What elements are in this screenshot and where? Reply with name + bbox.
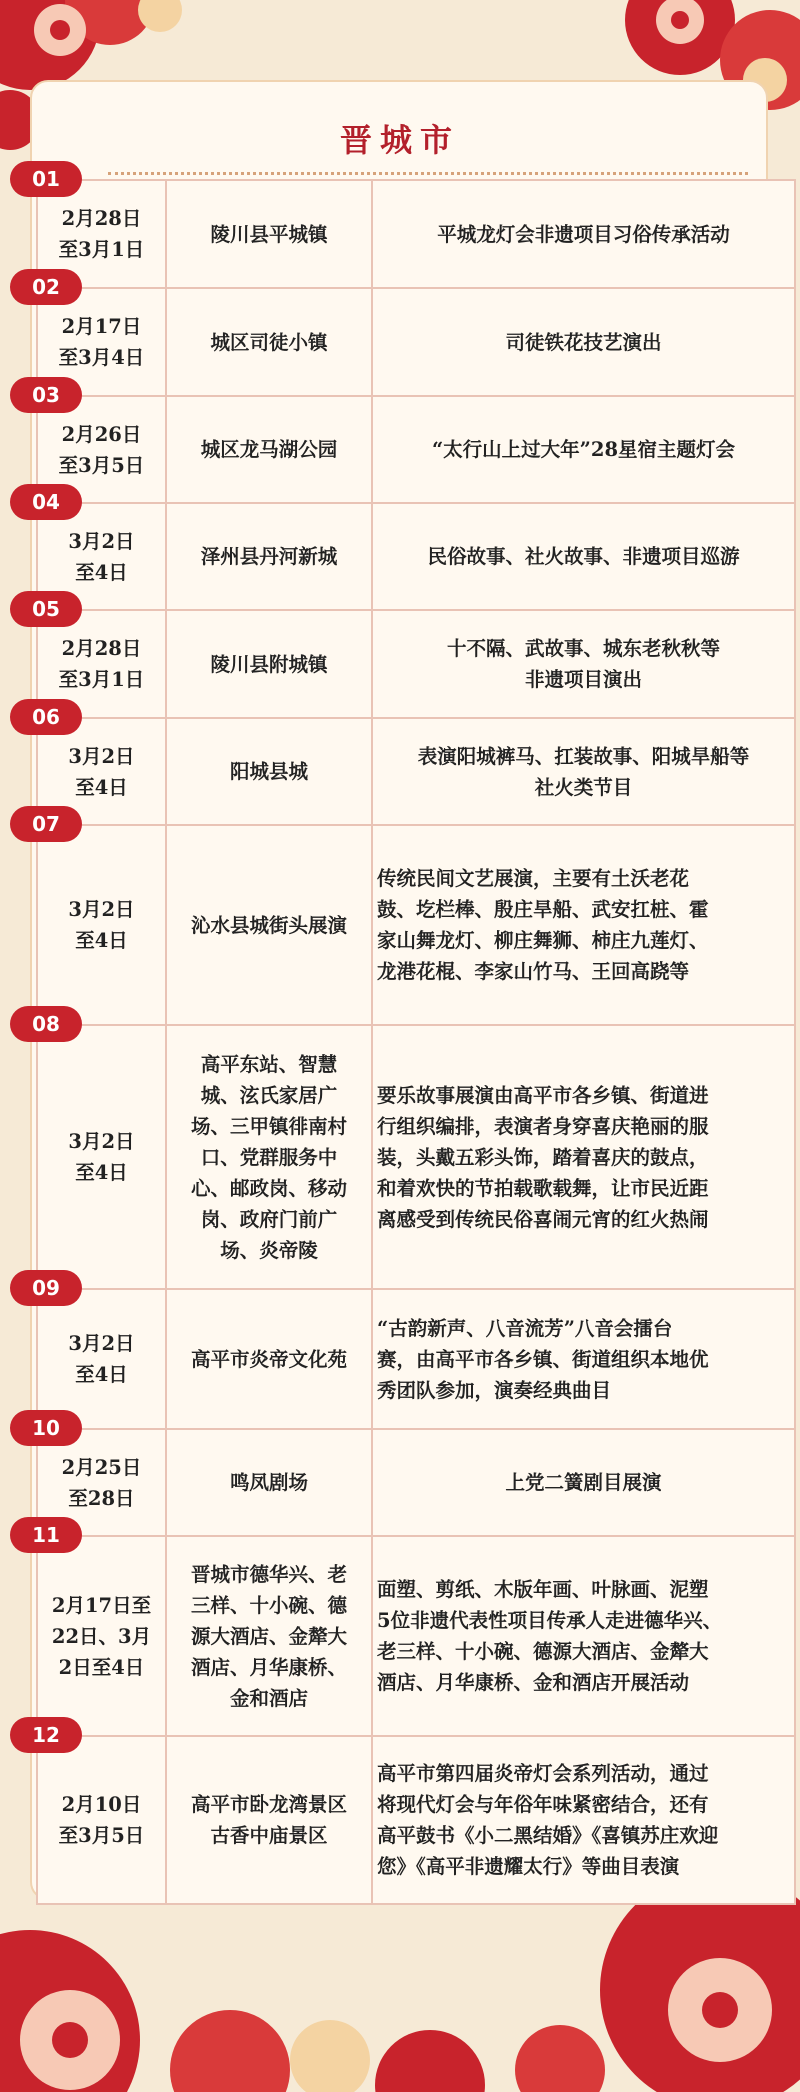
table-row bbox=[37, 396, 795, 503]
date-cell: 2月17日 至3月4日 bbox=[37, 288, 166, 396]
table-row bbox=[37, 825, 795, 1025]
date-cell: 2月10日 至3月5日 bbox=[37, 1736, 166, 1904]
row-number-badge bbox=[10, 269, 82, 305]
venue-cell: 高平东站、智慧 城、泫氏家居广 场、三甲镇徘南村 口、党群服务中 心、邮政岗、移动 岗、政府门前广 场、炎帝陵 bbox=[166, 1025, 372, 1289]
row-number-badge bbox=[10, 161, 82, 197]
date-cell: 2月26日 至3月5日 bbox=[37, 396, 166, 503]
title-divider bbox=[108, 172, 748, 175]
venue-cell: 阳城县城 bbox=[166, 718, 372, 825]
table-row bbox=[37, 1025, 795, 1289]
row-number-badge bbox=[10, 699, 82, 735]
row-number-badge bbox=[10, 1410, 82, 1446]
row-number: 05 bbox=[32, 597, 60, 621]
activity-cell: “古韵新声、八音流芳”八音会擂台 赛，由高平市各乡镇、街道组织本地优 秀团队参加，演奏经典曲目 bbox=[372, 1289, 795, 1429]
row-number-badge bbox=[10, 806, 82, 842]
row-number-badge bbox=[10, 377, 82, 413]
activity-cell: 高平市第四届炎帝灯会系列活动，通过 将现代灯会与年俗年味紧密结合，还有 高平鼓书《小二黑结婚》《喜镇苏庄欢迎 您》《高平非遗耀太行》等曲目表演 bbox=[372, 1736, 795, 1904]
row-number-badge bbox=[10, 1517, 82, 1553]
venue-cell: 晋城市德华兴、老 三样、十小碗、德 源大酒店、金犛大 酒店、月华康桥、 金和酒店 bbox=[166, 1536, 372, 1736]
date-cell: 3月2日 至4日 bbox=[37, 718, 166, 825]
date-cell: 3月2日 至4日 bbox=[37, 503, 166, 610]
row-number: 11 bbox=[32, 1523, 60, 1547]
row-number: 06 bbox=[32, 705, 60, 729]
activity-cell: 上党二簧剧目展演 bbox=[372, 1429, 795, 1536]
table-row bbox=[37, 180, 795, 288]
venue-cell: 陵川县平城镇 bbox=[166, 180, 372, 288]
table-row bbox=[37, 1536, 795, 1736]
venue-cell: 泽州县丹河新城 bbox=[166, 503, 372, 610]
activity-cell: 十不隔、武故事、城东老秋秋等 非遗项目演出 bbox=[372, 610, 795, 718]
row-number: 09 bbox=[32, 1276, 60, 1300]
date-cell: 3月2日 至4日 bbox=[37, 1025, 166, 1289]
venue-cell: 鸣凤剧场 bbox=[166, 1429, 372, 1536]
activity-cell: 传统民间文艺展演，主要有土沃老花 鼓、圪栏棒、殷庄旱船、武安扛桩、霍 家山舞龙灯、柳庄舞狮、柿庄九莲灯、 龙港花棍、李家山竹马、王回高跷等 bbox=[372, 825, 795, 1025]
date-cell: 3月2日 至4日 bbox=[37, 1289, 166, 1429]
row-number-badge bbox=[10, 484, 82, 520]
row-number: 04 bbox=[32, 490, 60, 514]
row-number: 12 bbox=[32, 1723, 60, 1747]
table-row bbox=[37, 610, 795, 718]
table-row bbox=[37, 288, 795, 396]
venue-cell: 沁水县城街头展演 bbox=[166, 825, 372, 1025]
table-row bbox=[37, 1429, 795, 1536]
row-number: 07 bbox=[32, 812, 60, 836]
row-number-badge bbox=[10, 1717, 82, 1753]
row-number-badge bbox=[10, 591, 82, 627]
venue-cell: 陵川县附城镇 bbox=[166, 610, 372, 718]
table-row bbox=[37, 718, 795, 825]
activity-cell: 民俗故事、社火故事、非遗项目巡游 bbox=[372, 503, 795, 610]
activity-cell: 表演阳城裤马、扛装故事、阳城旱船等 社火类节目 bbox=[372, 718, 795, 825]
venue-cell: 高平市卧龙湾景区 古香中庙景区 bbox=[166, 1736, 372, 1904]
date-cell: 2月25日 至28日 bbox=[37, 1429, 166, 1536]
date-cell: 2月28日 至3月1日 bbox=[37, 180, 166, 288]
row-number: 03 bbox=[32, 383, 60, 407]
row-number: 10 bbox=[32, 1416, 60, 1440]
table-row bbox=[37, 1736, 795, 1904]
activity-cell: 司徒铁花技艺演出 bbox=[372, 288, 795, 396]
row-number-badge bbox=[10, 1006, 82, 1042]
page-title: 晋城市 bbox=[339, 121, 460, 159]
venue-cell: 高平市炎帝文化苑 bbox=[166, 1289, 372, 1429]
date-cell: 2月28日 至3月1日 bbox=[37, 610, 166, 718]
activity-cell: “太行山上过大年”28星宿主题灯会 bbox=[372, 396, 795, 503]
venue-cell: 城区龙马湖公园 bbox=[166, 396, 372, 503]
row-number: 02 bbox=[32, 275, 60, 299]
row-number: 08 bbox=[32, 1012, 60, 1036]
venue-cell: 城区司徒小镇 bbox=[166, 288, 372, 396]
row-number-badge bbox=[10, 1270, 82, 1306]
table-row bbox=[37, 503, 795, 610]
date-cell: 3月2日 至4日 bbox=[37, 825, 166, 1025]
activity-cell: 面塑、剪纸、木版年画、叶脉画、泥塑 5位非遗代表性项目传承人走进德华兴、 老三样、十小碗、德源大酒店、金犛大 酒店、月华康桥、金和酒店开展活动 bbox=[372, 1536, 795, 1736]
activity-cell: 要乐故事展演由高平市各乡镇、街道进 行组织编排，表演者身穿喜庆艳丽的服 装，头戴五彩头饰，踏着喜庆的鼓点， 和着欢快的节拍载歌载舞，让市民近距 离感受到传统民俗喜闹元宵的红火热闹 bbox=[372, 1025, 795, 1289]
table-row bbox=[37, 1289, 795, 1429]
event-schedule-table bbox=[36, 179, 796, 1905]
activity-cell: 平城龙灯会非遗项目习俗传承活动 bbox=[372, 180, 795, 288]
date-cell: 2月17日至 22日、3月 2日至4日 bbox=[37, 1536, 166, 1736]
row-number: 01 bbox=[32, 167, 60, 191]
